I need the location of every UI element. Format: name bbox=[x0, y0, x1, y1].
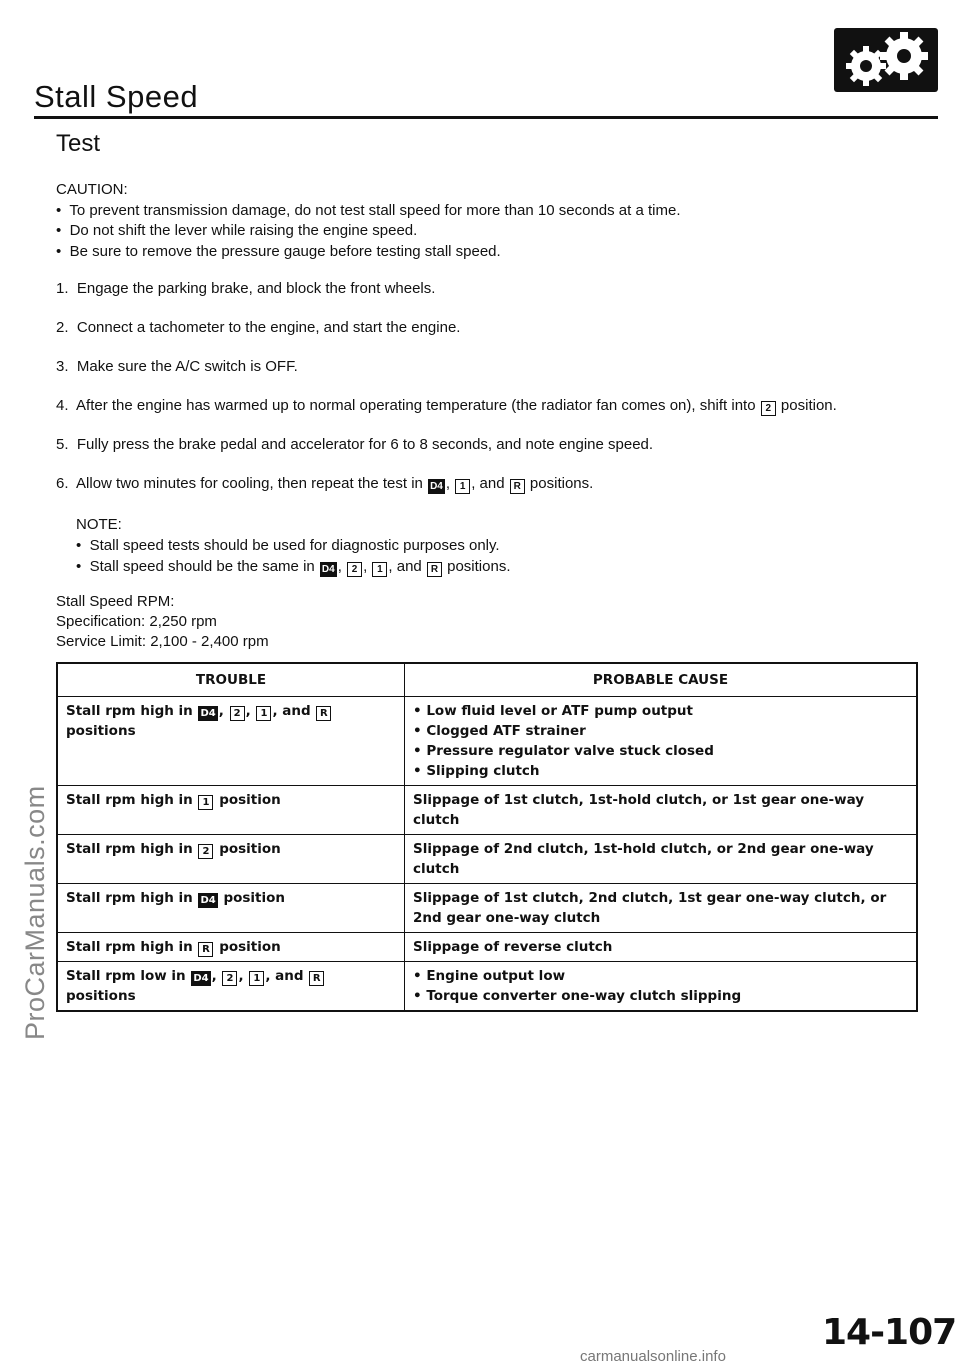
position-1-symbol: 1 bbox=[372, 562, 387, 577]
table-row bbox=[57, 884, 917, 933]
troubleshooting-table bbox=[56, 662, 918, 1012]
position-r-symbol: R bbox=[427, 562, 442, 577]
caution-block bbox=[56, 180, 681, 262]
position-d4-symbol: D4 bbox=[321, 564, 335, 575]
position-d4-symbol: D4 bbox=[430, 481, 443, 492]
position-2-symbol: 2 bbox=[222, 971, 237, 986]
caution-item: • Be sure to remove the pressure gauge before testing stall speed. bbox=[56, 242, 501, 260]
position-1-symbol: 1 bbox=[256, 706, 271, 721]
gears-icon bbox=[834, 28, 938, 92]
step-4: 4. After the engine has warmed up to normal operating temperature (the radiator fan comes on), shift into 2 position. bbox=[56, 397, 837, 414]
trouble-cell: Stall rpm high in 2 position bbox=[57, 835, 405, 884]
step-2: 2. Connect a tachometer to the engine, and start the engine. bbox=[56, 319, 461, 336]
trouble-cell: Stall rpm low in D4 , 2 , 1 , and R positions bbox=[57, 962, 405, 1012]
position-2-symbol: 2 bbox=[230, 706, 245, 721]
position-2-symbol: 2 bbox=[761, 401, 776, 416]
cause-cell: Slippage of 1st clutch, 1st-hold clutch, or 1st gear one-way clutch bbox=[405, 786, 918, 835]
position-r-symbol: R bbox=[510, 479, 525, 494]
column-header-cause: PROBABLE CAUSE bbox=[405, 663, 918, 697]
section-title: Test bbox=[56, 130, 101, 157]
step-3: 3. Make sure the A/C switch is OFF. bbox=[56, 358, 298, 375]
side-watermark: ProCarManuals.com bbox=[20, 785, 50, 1040]
trouble-cell: Stall rpm high in 1 position bbox=[57, 786, 405, 835]
step-5: 5. Fully press the brake pedal and accelerator for 6 to 8 seconds, and note engine speed. bbox=[56, 436, 654, 453]
trouble-cell: Stall rpm high in R position bbox=[57, 933, 405, 962]
note-item: • Stall speed should be the same in D4 , 2 , 1 , and R positions. bbox=[76, 558, 511, 575]
spec-value: Specification: 2,250 rpm bbox=[56, 613, 217, 630]
position-1-symbol: 1 bbox=[198, 795, 213, 810]
caution-label: CAUTION: bbox=[56, 181, 128, 198]
cause-cell: • Low fluid level or ATF pump output • Clogged ATF strainer • Pressure regulator valve stuck closed • Slipping clutch bbox=[405, 697, 918, 786]
note-label: NOTE: bbox=[76, 516, 122, 533]
cause-cell: Slippage of 1st clutch, 2nd clutch, 1st gear one-way clutch, or 2nd gear one-way clutch bbox=[405, 884, 918, 933]
position-2-symbol: 2 bbox=[198, 844, 213, 859]
step-6: 6. Allow two minutes for cooling, then repeat the test in D4 , 1 , and R positions. bbox=[56, 475, 594, 492]
table-row bbox=[57, 835, 917, 884]
position-d4-symbol: D4 bbox=[193, 973, 209, 984]
cause-cell: • Engine output low • Torque converter one-way clutch slipping bbox=[405, 962, 918, 1012]
caution-item: • To prevent transmission damage, do not test stall speed for more than 10 seconds at a time. bbox=[56, 201, 681, 219]
page-number: 14-107 bbox=[822, 1312, 957, 1353]
title-divider bbox=[34, 116, 938, 119]
position-r-symbol: R bbox=[198, 942, 213, 957]
stall-speed-spec bbox=[56, 592, 269, 652]
column-header-trouble: TROUBLE bbox=[57, 663, 405, 697]
position-d4-symbol: D4 bbox=[200, 708, 216, 719]
position-1-symbol: 1 bbox=[249, 971, 264, 986]
note-block bbox=[76, 514, 511, 577]
trouble-cell: Stall rpm high in D4 position bbox=[57, 884, 405, 933]
table-row bbox=[57, 697, 917, 786]
table-header-row bbox=[57, 663, 917, 697]
table-row bbox=[57, 786, 917, 835]
table-row bbox=[57, 962, 917, 1012]
spec-heading: Stall Speed RPM: bbox=[56, 593, 175, 610]
position-r-symbol: R bbox=[309, 971, 324, 986]
bottom-watermark: carmanualsonline.info bbox=[580, 1348, 726, 1365]
cause-cell: Slippage of reverse clutch bbox=[405, 933, 918, 962]
spec-limit: Service Limit: 2,100 - 2,400 rpm bbox=[56, 633, 269, 650]
note-item: • Stall speed tests should be used for diagnostic purposes only. bbox=[76, 537, 500, 554]
cause-cell: Slippage of 2nd clutch, 1st-hold clutch, or 2nd gear one-way clutch bbox=[405, 835, 918, 884]
table-row bbox=[57, 933, 917, 962]
position-d4-symbol: D4 bbox=[200, 895, 216, 906]
position-1-symbol: 1 bbox=[455, 479, 470, 494]
step-1: 1. Engage the parking brake, and block the front wheels. bbox=[56, 280, 436, 297]
position-r-symbol: R bbox=[316, 706, 331, 721]
trouble-cell: Stall rpm high in D4 , 2 , 1 , and R positions bbox=[57, 697, 405, 786]
page-title: Stall Speed bbox=[34, 78, 199, 114]
position-2-symbol: 2 bbox=[347, 562, 362, 577]
caution-item: • Do not shift the lever while raising the engine speed. bbox=[56, 222, 418, 239]
